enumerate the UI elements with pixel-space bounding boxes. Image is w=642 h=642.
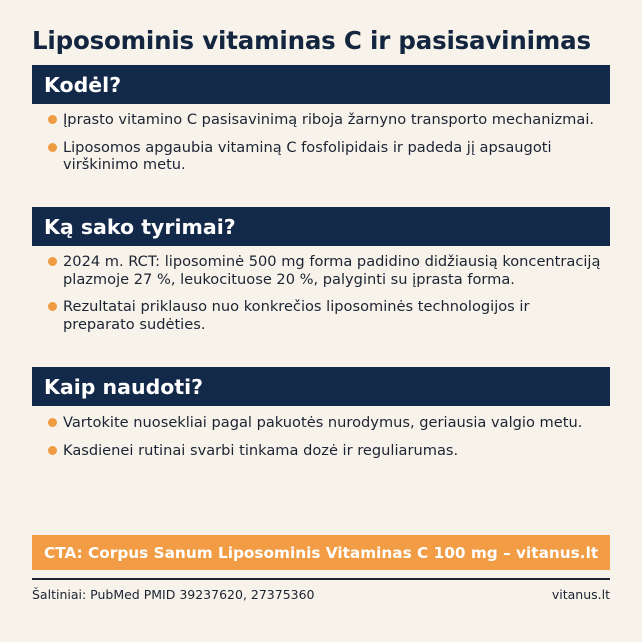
list-item [48,442,603,460]
bullet-text: Rezultatai priklauso nuo konkrečios liposominės technologijos ir preparato sudėties. [63,298,530,333]
bullet-dot-icon [48,257,57,266]
bullet-dot-icon [48,143,57,152]
footer-divider [32,578,610,580]
list-item [48,139,603,174]
section-list-why [48,111,603,184]
bullet-text: Vartokite nuosekliai pagal pakuotės nurodymus, geriausia valgio metu. [63,414,583,431]
section-list-usage [48,414,603,469]
page-title: Liposominis vitaminas C ir pasisavinimas [32,26,591,55]
list-item [48,414,603,432]
bullet-dot-icon [48,302,57,311]
bullet-dot-icon [48,418,57,427]
section-list-research [48,253,603,343]
cta-banner[interactable]: CTA: Corpus Sanum Liposominis Vitaminas C 100 mg – vitanus.lt [32,535,610,570]
list-item [48,298,603,333]
bullet-text: Kasdienei rutinai svarbi tinkama dozė ir reguliarumas. [63,441,459,459]
bullet-text: Liposomos apgaubia vitaminą C fosfolipidais ir padeda jį apsaugoti virškinimo metu. [63,138,552,173]
section-heading-research: Ką sako tyrimai? [32,207,610,246]
section-heading-why: Kodėl? [32,65,610,104]
list-item [48,111,603,129]
footer-site-link[interactable]: vitanus.lt [551,587,610,602]
bullet-dot-icon [48,115,57,124]
footer-sources: Šaltiniai: PubMed PMID 39237620, 27375360 [32,587,315,602]
bullet-text: Įprasto vitamino C pasisavinimą riboja žarnyno transporto mechanizmai. [63,111,595,128]
section-heading-usage: Kaip naudoti? [32,367,610,406]
list-item [48,253,603,288]
bullet-dot-icon [48,446,57,455]
bullet-text: 2024 m. RCT: liposominė 500 mg forma padidino didžiausią koncentraciją plazmoje 27 %, leukocituose 20 %, palyginti su įprasta forma. [63,253,601,288]
